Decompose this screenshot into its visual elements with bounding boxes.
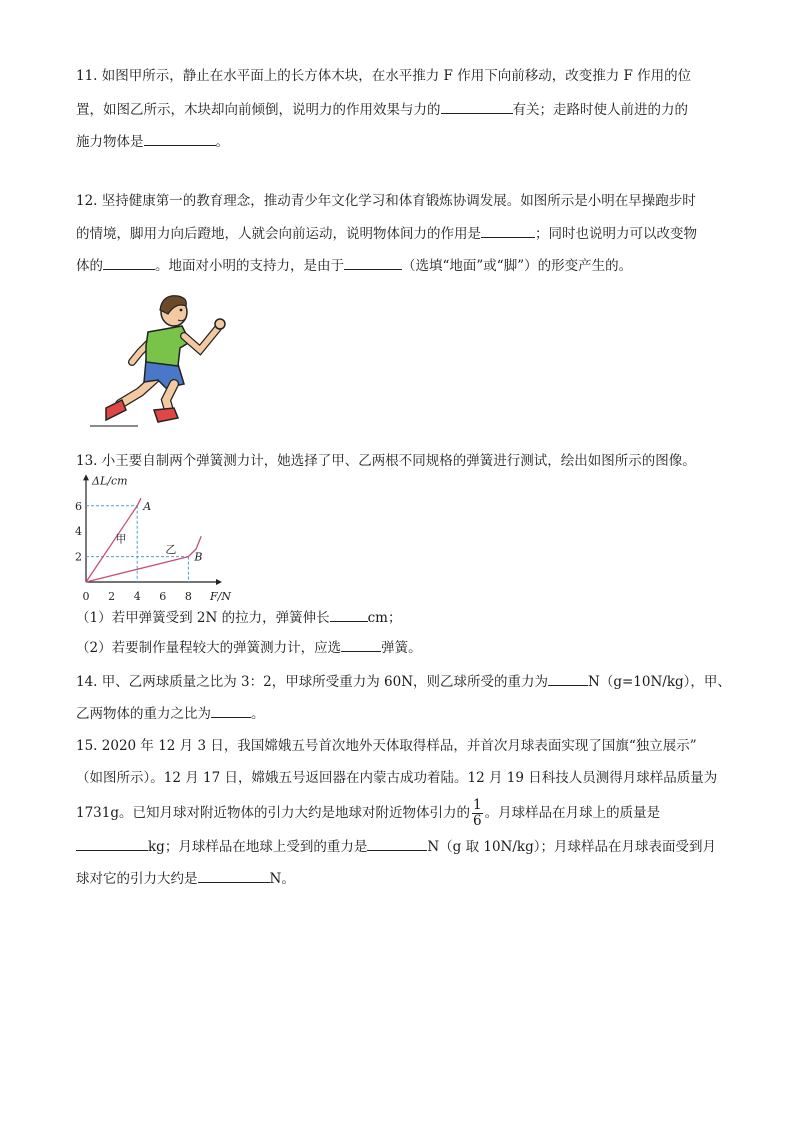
q15-line4: kg；月球样品在地球上受到的重力是 N（g 取 10N/kg）；月球样品在月球表面受到月 (76, 836, 716, 857)
q15-blank-3[interactable] (198, 868, 270, 883)
y-axis-arrow (83, 474, 89, 480)
x-tick-label: 2 (108, 590, 116, 603)
q15-line5: 球对它的引力大约是 N。 (76, 868, 295, 889)
q14-blank-1[interactable] (548, 671, 588, 686)
q13-blank-1[interactable] (330, 607, 368, 622)
x-tick-label: 6 (159, 590, 167, 603)
spring-extension-chart (72, 474, 231, 606)
q11-line2: 置，如图乙所示，木块却向前倾倒，说明力的作用效果与力的 有关；走路时使人前进的力的 (76, 99, 688, 120)
q12-line1: 12. 坚持健康第一的教育理念，推动青少年文化学习和体育锻炼协调发展。如图所示是小明在早操跑步时 (76, 193, 696, 209)
q12-line2: 的情境，脚用力向后蹬地，人就会向前运动，说明物体间力的作用是 ；同时也说明力可以改变物 (76, 223, 697, 244)
q15-line1: 15. 2020 年 12 月 3 日，我国嫦娥五号首次地外天体取得样品，并首次月球表面实现了国旗“独立展示” (76, 738, 697, 754)
point-label-B: B (194, 550, 203, 564)
x-tick-label: 0 (82, 590, 90, 603)
series-line-1 (86, 498, 141, 582)
q12-blank-2[interactable] (103, 255, 155, 270)
x-axis-label: F/N (210, 590, 231, 603)
q13-line1: 13. 小王要自制两个弹簧测力计，她选择了甲、乙两根不同规格的弹簧进行测试，绘出如图所示的图像。 (76, 453, 696, 469)
x-tick-label: 8 (184, 590, 192, 603)
q11-blank-1[interactable] (441, 99, 513, 114)
series-label-1: 甲 (115, 532, 127, 546)
q13-sub1: （1）若甲弹簧受到 2N 的拉力，弹簧伸长 cm； (76, 607, 401, 628)
y-tick-label: 6 (75, 499, 82, 513)
q15-blank-1[interactable] (76, 836, 148, 851)
q14-line1: 14. 甲、乙两球质量之比为 3：2，甲球所受重力为 60N，则乙球所受的重力为 N（g=10N/kg），甲、 (76, 671, 731, 692)
q15-line3: 1731g。已知月球对附近物体的引力大约是地球对附近物体引力的 $\frac{1}{6}$ 。月球样品在月球上的质量是 (76, 797, 661, 829)
q11-line1: 11. 如图甲所示，静止在水平面上的长方体木块，在水平推力 F 作用下向前移动，改变推力 F 作用的位 (76, 68, 692, 84)
q11-line3: 施力物体是 。 (76, 131, 229, 152)
y-tick-label: 4 (75, 525, 82, 539)
q15-blank-2[interactable] (367, 836, 427, 851)
q14-blank-2[interactable] (211, 703, 251, 718)
series-line-2 (86, 536, 201, 582)
q12-blank-3[interactable] (344, 255, 402, 270)
q14-line2: 乙两物体的重力之比为 。 (76, 703, 265, 724)
x-axis-arrow (216, 579, 222, 585)
point-label-A: A (143, 499, 152, 513)
q13-sub2: （2）若要制作量程较大的弹簧测力计，应选 弹簧。 (76, 637, 422, 658)
x-tick-label: 4 (133, 590, 141, 603)
q12-line3: 体的 。地面对小明的支持力，是由于 （选填“地面”或“脚”）的形变产生的。 (76, 255, 632, 276)
q13-blank-2[interactable] (341, 637, 381, 652)
series-label-2: 乙 (165, 542, 177, 556)
one-sixth-fraction: $\frac{1}{6}$ (473, 797, 482, 829)
q15-line2: （如图所示）。12 月 17 日，嫦娥五号返回器在内蒙古成功着陆。12 月 19 日科技人员测得月球样品质量为 (76, 770, 718, 786)
q11-blank-2[interactable] (144, 131, 216, 146)
y-tick-label: 2 (75, 550, 82, 564)
q12-blank-1[interactable] (481, 223, 535, 238)
running-boy-illustration (88, 292, 238, 430)
y-axis-label: ΔL/cm (92, 474, 128, 488)
